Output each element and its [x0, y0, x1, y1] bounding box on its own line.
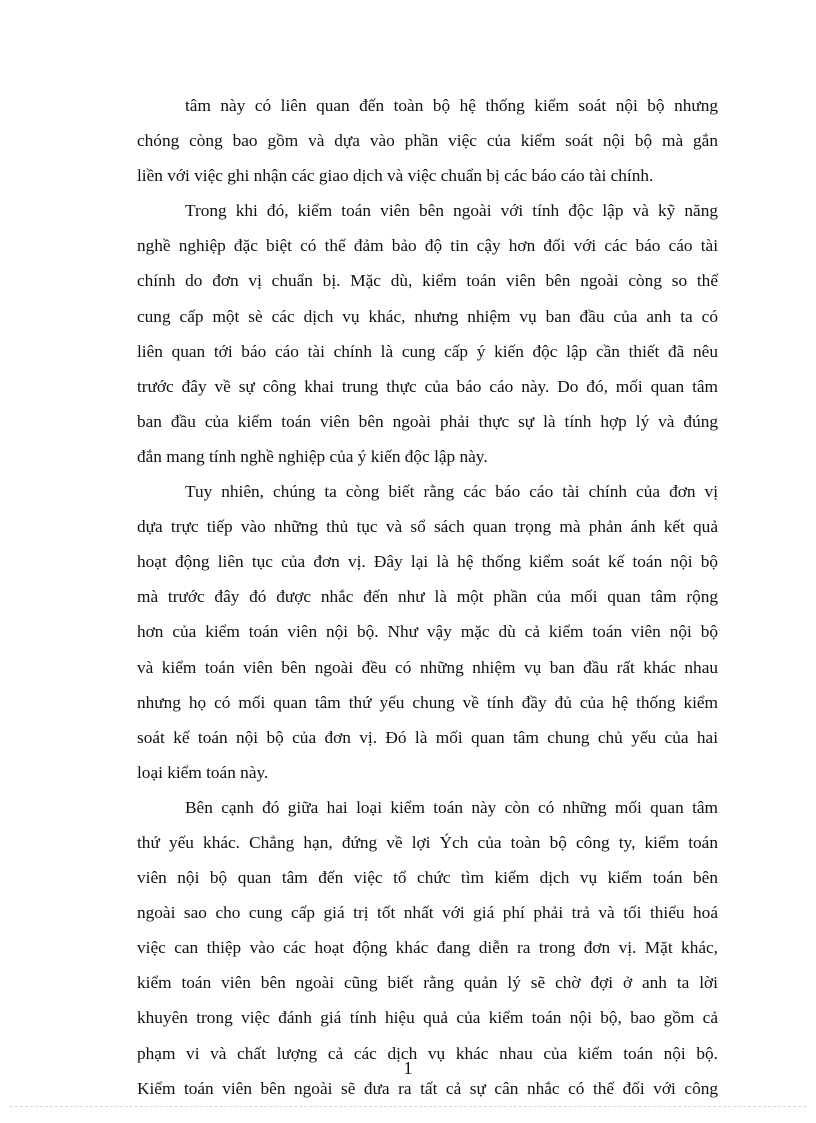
- text-line: liên quan tới báo cáo tài chính là cung cấp ý kiến độc lập cần thiết đã nêu: [137, 341, 718, 361]
- page-number: 1: [403, 1058, 413, 1078]
- text-line: Bên cạnh đó giữa hai loại kiểm toán này còn có những mối quan tâm: [185, 797, 718, 817]
- text-line: Kiểm toán viên bên ngoài sẽ đưa ra tất cả sự cân nhắc có thể đối với công: [137, 1078, 718, 1098]
- text-line: mà trước đây đó được nhắc đến như là một phần của mối quan tâm rộng: [137, 587, 718, 607]
- text-line: ban đầu của kiểm toán viên bên ngoài phải thực sự là tính hợp lý và đúng: [137, 411, 718, 431]
- text-line: nhưng họ có mối quan tâm thứ yếu chung về tính đầy đủ của hệ thống kiểm: [137, 692, 718, 712]
- text-line: chính do đơn vị chuẩn bị. Mặc dù, kiểm toán viên bên ngoài còng so thể: [137, 271, 718, 291]
- text-line: nghề nghiệp đặc biệt có thể đảm bảo độ tin cậy hơn đối với các báo cáo tài: [137, 236, 718, 256]
- paragraph-1: [137, 88, 718, 193]
- paragraph-2: [137, 193, 718, 474]
- text-line: cung cấp một sè các dịch vụ khác, nhưng nhiệm vụ ban đầu của anh ta có: [137, 306, 718, 326]
- text-line: hơn của kiểm toán viên nội bộ. Như vậy mặc dù cả kiểm toán viên nội bộ: [137, 622, 718, 642]
- text-line: trước đây về sự công khai trung thực của báo cáo này. Do đó, mối quan tâm: [137, 376, 718, 396]
- body-text: [137, 88, 718, 1106]
- text-line: và kiểm toán viên bên ngoài đều có những nhiệm vụ ban đầu rất khác nhau: [137, 657, 718, 677]
- text-line: Tuy nhiên, chúng ta còng biết rằng các báo cáo tài chính của đơn vị: [185, 482, 718, 502]
- text-line: viên nội bộ quan tâm đến việc tổ chức tìm kiếm dịch vụ kiểm toán bên: [137, 868, 718, 888]
- text-line: loại kiểm toán này.: [137, 762, 269, 782]
- text-line: phạm vi và chất lượng cả các dịch vụ khác nhau của kiểm toán nội bộ.: [137, 1043, 718, 1063]
- text-line: dựa trực tiếp vào những thủ tục và sổ sách quan trọng mà phản ánh kết quả: [137, 517, 718, 537]
- text-line: Trong khi đó, kiểm toán viên bên ngoài với tính độc lập và kỹ năng: [185, 201, 718, 221]
- text-line: khuyên trong việc đánh giá tính hiệu quả của kiểm toán nội bộ, bao gồm cả: [137, 1008, 718, 1028]
- text-line: kiểm toán viên bên ngoài cũng biết rằng quản lý sẽ chờ đợi ở anh ta lời: [137, 973, 718, 993]
- page-bottom-divider: [10, 1106, 806, 1107]
- text-line: đắn mang tính nghề nghiệp của ý kiến độc lập này.: [137, 446, 488, 466]
- text-line: liền với việc ghi nhận các giao dịch và việc chuẩn bị các báo cáo tài chính.: [137, 166, 654, 186]
- text-line: chóng còng bao gồm và dựa vào phần việc của kiểm soát nội bộ mà gắn: [137, 131, 718, 151]
- text-line: hoạt động liên tục của đơn vị. Đây lại là hệ thống kiểm soát kế toán nội bộ: [137, 552, 718, 572]
- text-line: việc can thiệp vào các hoạt động khác đang diễn ra trong đơn vị. Mặt khác,: [137, 938, 718, 958]
- text-line: soát kế toán nội bộ của đơn vị. Đó là mối quan tâm chung chủ yếu của hai: [137, 727, 718, 747]
- text-line: thứ yếu khác. Chẳng hạn, đứng về lợi Ých của toàn bộ công ty, kiểm toán: [137, 832, 718, 852]
- text-line: ngoài sao cho cung cấp giá trị tốt nhất với giá phí phải trả và tối thiểu hoá: [137, 903, 718, 923]
- paragraph-3: [137, 474, 718, 790]
- text-line: tâm này có liên quan đến toàn bộ hệ thống kiểm soát nội bộ nhưng: [185, 96, 718, 115]
